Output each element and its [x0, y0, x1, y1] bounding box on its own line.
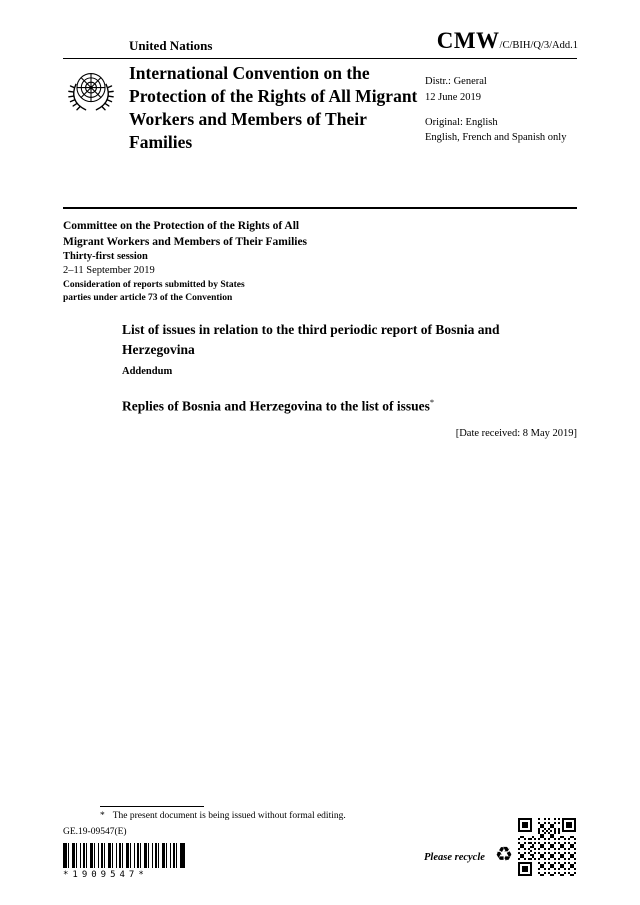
footnote-symbol: * [100, 811, 105, 821]
original-language: Original: English [425, 116, 498, 128]
recycle-icon: ♻ [495, 844, 513, 866]
section-divider [63, 207, 577, 209]
qr-code [518, 818, 576, 876]
org-name: United Nations [129, 38, 213, 53]
committee-line1: Committee on the Protection of the Rights of All [63, 220, 300, 232]
distribution-info [425, 74, 566, 146]
barcode [63, 843, 185, 868]
date-received: [Date received: 8 May 2019] [455, 428, 577, 439]
recycle-label: Please recycle [424, 852, 485, 863]
consideration-heading [63, 279, 245, 306]
doc-symbol-main: CMW [436, 28, 500, 53]
doc-symbol [437, 28, 578, 54]
distr-line: Distr.: General [425, 76, 487, 87]
session-title: Thirty-first session [63, 251, 148, 262]
document-title: List of issues in relation to the third periodic report of Bosnia and Herzegovina [122, 322, 500, 357]
footnote [100, 811, 346, 821]
footnote-ref: * [429, 397, 435, 407]
barcode-text: *1909547* [63, 870, 148, 880]
ge-document-number: GE.19-09547(E) [63, 827, 127, 837]
convention-title: International Convention on the Protection of the Rights of All Migrant Workers and Members of Their Families [129, 63, 418, 153]
distr-date: 12 June 2019 [425, 91, 481, 103]
committee-line2: Migrant Workers and Members of Their Families [63, 235, 308, 248]
footnote-rule [100, 806, 204, 807]
consideration-line2: parties under article 73 of the Convention [63, 293, 233, 304]
addendum-label: Addendum [122, 366, 173, 377]
un-emblem-icon [64, 66, 118, 120]
replies-title: Replies of Bosnia and Herzegovina to the list of issues* [122, 397, 435, 414]
header-rule [63, 58, 577, 59]
session-dates: 2–11 September 2019 [63, 265, 155, 276]
committee-heading [63, 219, 307, 250]
doc-symbol-rest: /C/BIH/Q/3/Add.1 [499, 40, 578, 51]
footnote-text: The present document is being issued without formal editing. [112, 811, 346, 821]
consideration-line1: Consideration of reports submitted by States [63, 280, 245, 290]
languages-note: English, French and Spanish only [425, 132, 567, 144]
